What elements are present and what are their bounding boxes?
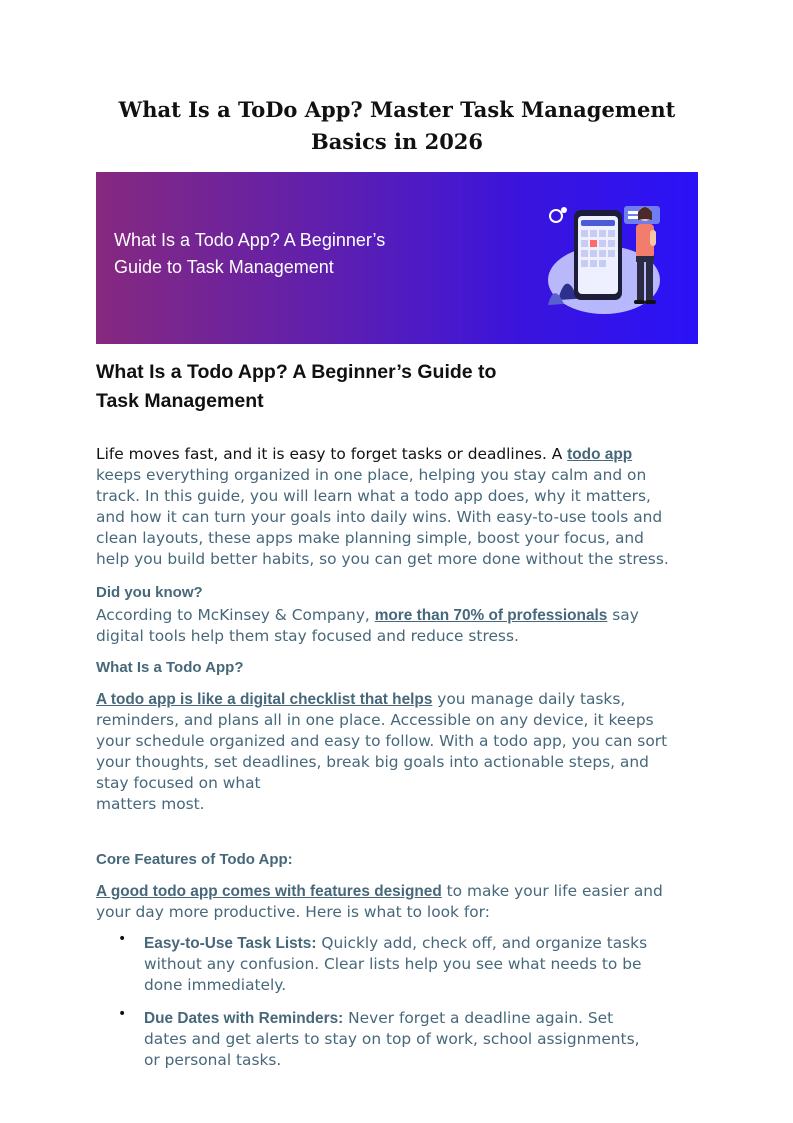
features-designed-link[interactable]: A good todo app comes with features designed [96, 883, 442, 900]
intro-line-3: track. In this guide, you will learn what a todo app does, why it matters, [96, 487, 651, 505]
section-heading-line-2: Task Management [96, 390, 264, 412]
page-title: What Is a ToDo App? Master Task Management Basics in 2026 [118, 97, 676, 154]
list-item-term: Easy-to-Use Task Lists: [144, 935, 317, 952]
did-you-know-heading: Did you know? [96, 584, 203, 601]
what-is-paragraph [96, 689, 698, 815]
what-is-line-4: your thoughts, set deadlines, break big goals into actionable steps, and [96, 753, 649, 771]
todo-app-link[interactable]: todo app [567, 446, 633, 463]
intro-line-5: clean layouts, these apps make planning simple, boost your focus, and [96, 529, 644, 547]
list-item-text [144, 933, 664, 996]
core-features-heading: Core Features of Todo App: [96, 851, 293, 868]
list-item-line-1: Quickly add, check off, and organize tasks [316, 934, 648, 952]
list-item-line-1: Never forget a deadline again. Set [343, 1009, 614, 1027]
digital-checklist-link[interactable]: A todo app is like a digital checklist that helps [96, 691, 433, 708]
what-is-line-5: stay focused on what [96, 774, 261, 792]
intro-line-2: keeps everything organized in one place, helping you stay calm and on [96, 466, 647, 484]
did-you-know-lead: According to McKinsey & Company, [96, 606, 375, 624]
what-is-line-3: your schedule organized and easy to follow. With a todo app, you can sort [96, 732, 668, 750]
section-heading-line-1: What Is a Todo App? A Beginner’s Guide to [96, 361, 497, 383]
list-item-text [144, 1008, 664, 1071]
core-features-tail: to make your life easier and [441, 882, 663, 900]
did-you-know-tail: say [607, 606, 639, 624]
phone-person-illustration [546, 200, 686, 320]
list-item-line-3: or personal tasks. [144, 1051, 282, 1069]
intro-line-4: and how it can turn your goals into daily wins. With easy-to-use tools and [96, 508, 663, 526]
list-item-line-2: without any confusion. Clear lists help you see what needs to be [144, 955, 642, 973]
intro-lead-text: Life moves fast, and it is easy to forget tasks or deadlines. A [96, 445, 568, 463]
banner-title-line-2: Guide to Task Management [114, 257, 334, 277]
professionals-stat-link[interactable]: more than 70% of professionals [374, 607, 608, 624]
bullet-marker: • [118, 1006, 127, 1022]
what-is-tail: you manage daily tasks, [432, 690, 626, 708]
banner-title-line-1: What Is a Todo App? A Beginner’s [114, 230, 386, 250]
what-is-heading: What Is a Todo App? [96, 659, 244, 676]
list-item-line-3: done immediately. [144, 976, 287, 994]
what-is-line-6: matters most. [96, 795, 205, 813]
section-heading [96, 358, 616, 416]
what-is-line-2: reminders, and plans all in one place. Accessible on any device, it keeps [96, 711, 654, 729]
intro-paragraph [96, 444, 698, 570]
list-item-line-2: dates and get alerts to stay on top of work, school assignments, [144, 1030, 640, 1048]
core-features-paragraph [96, 881, 698, 923]
did-you-know-line-2: digital tools help them stay focused and reduce stress. [96, 627, 519, 645]
hero-banner [96, 172, 698, 344]
list-item-term: Due Dates with Reminders: [144, 1010, 344, 1027]
core-features-line-2: your day more productive. Here is what to look for: [96, 903, 490, 921]
bullet-marker: • [118, 931, 127, 947]
intro-line-6: help you build better habits, so you can get more done without the stress. [96, 550, 669, 568]
banner-title [114, 227, 444, 281]
did-you-know-paragraph [96, 605, 698, 647]
